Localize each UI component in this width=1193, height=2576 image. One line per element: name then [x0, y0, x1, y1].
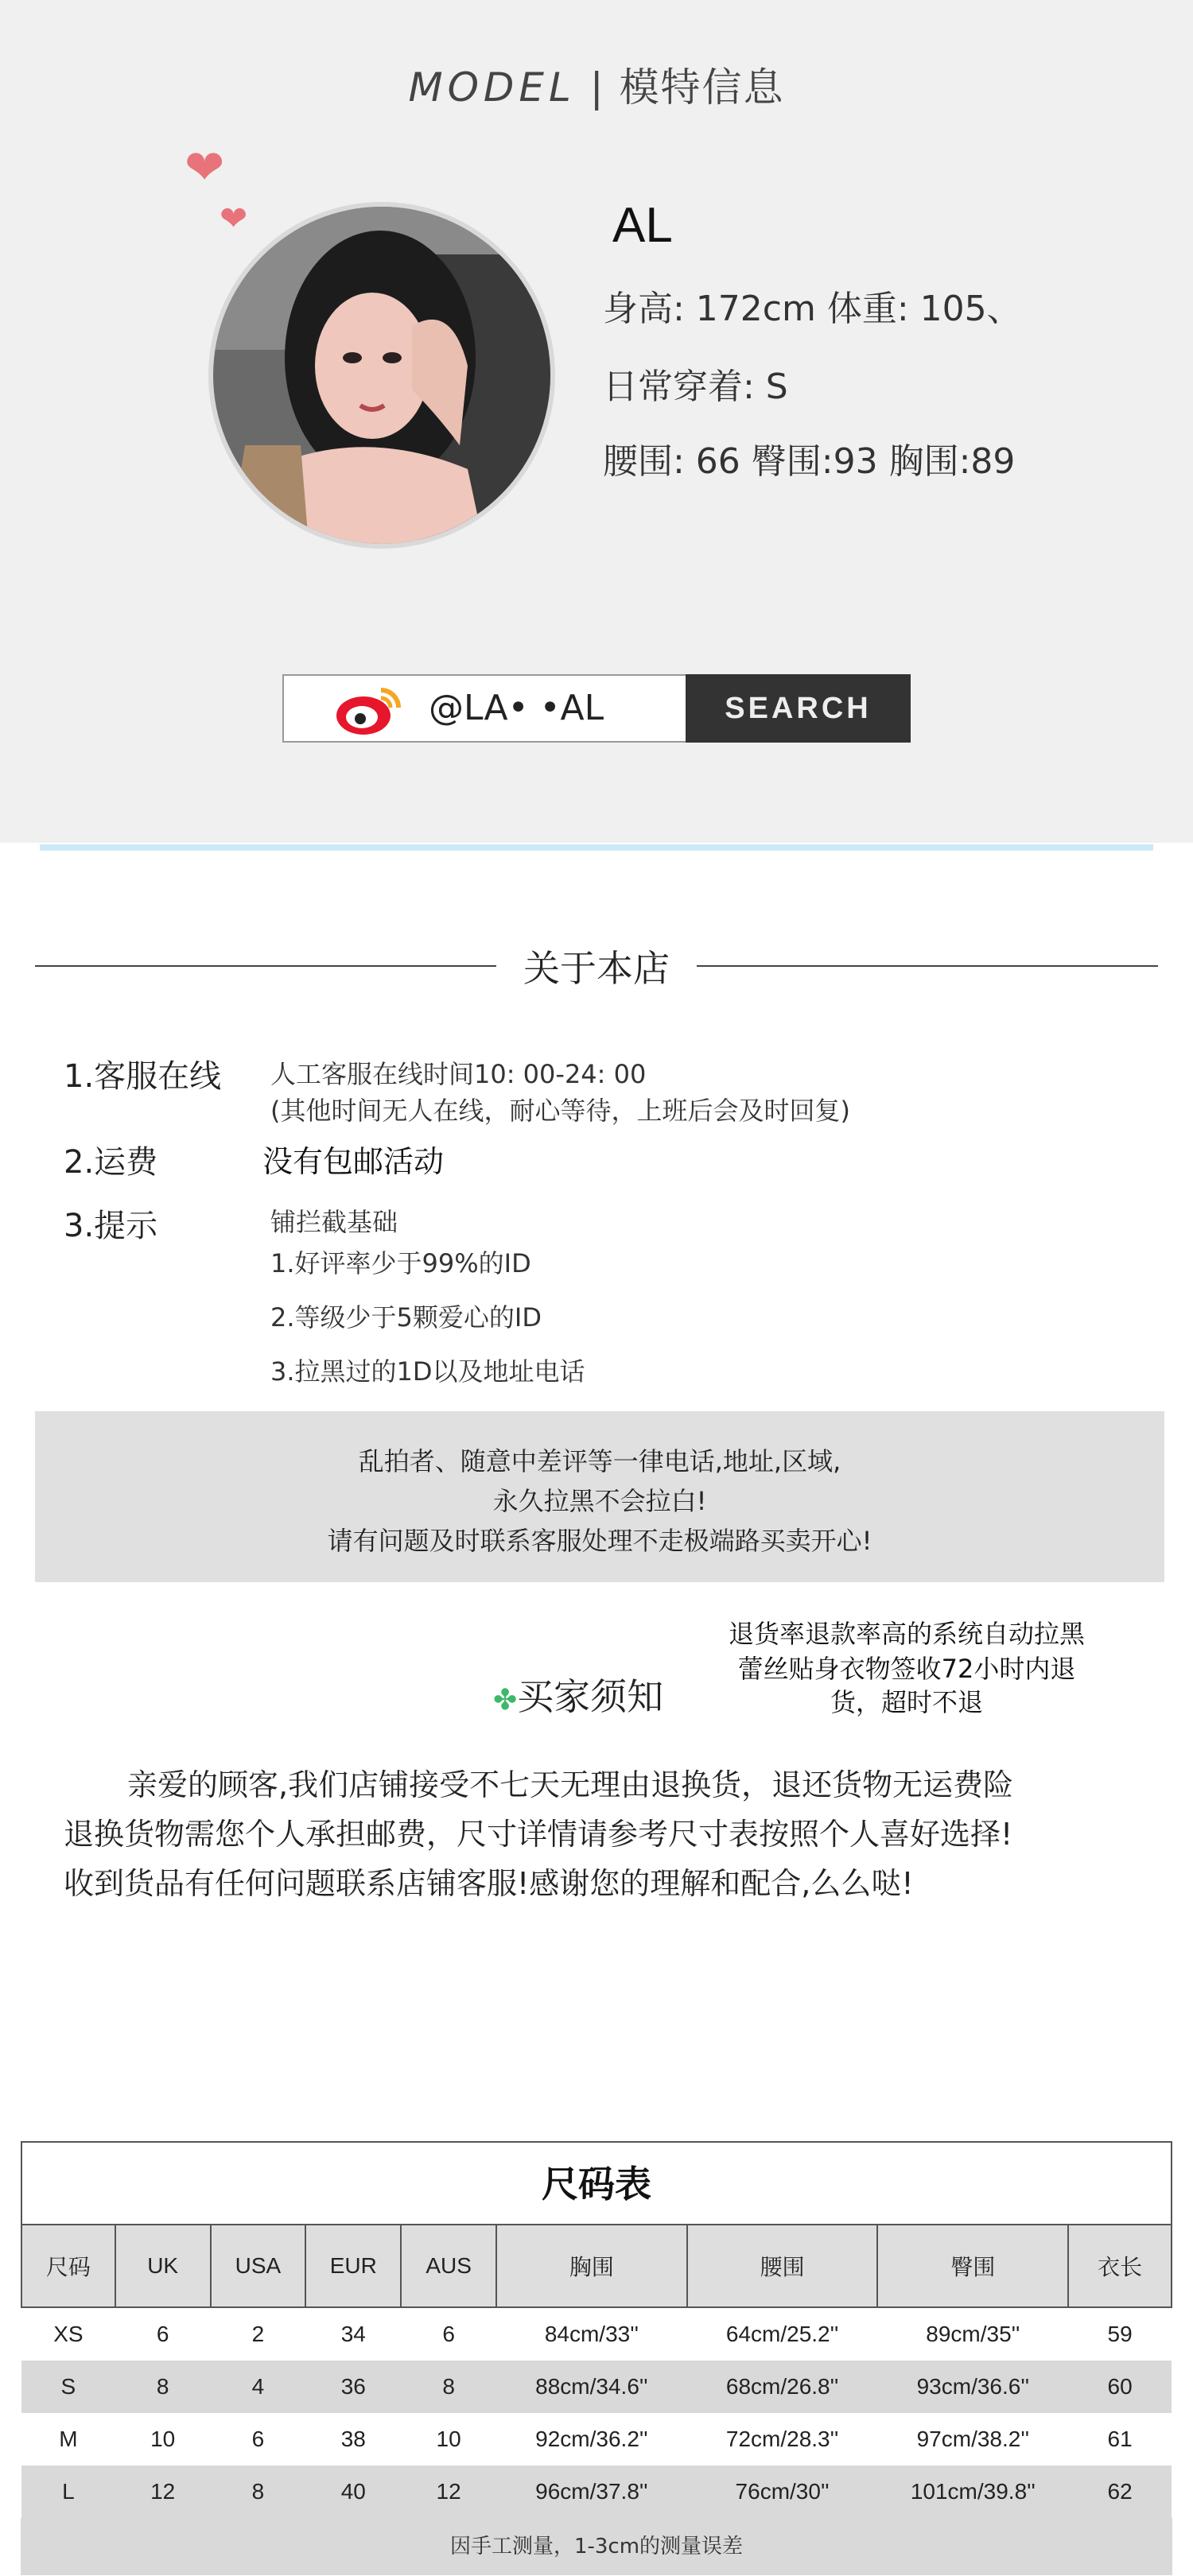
tip-line: 3.拉黑过的1D以及地址电话: [270, 1356, 585, 1387]
table-cell: 93cm/36.6'': [877, 2361, 1068, 2413]
heart-icon: ❤: [185, 140, 225, 196]
model-title-cn: 模特信息: [619, 64, 785, 111]
table-cell: 34: [340, 2322, 366, 2346]
size-table-grid: [21, 2224, 1172, 2518]
table-cell: 101cm/39.8'': [877, 2465, 1068, 2518]
weibo-icon: [333, 684, 405, 736]
header-cell: USA: [211, 2225, 306, 2307]
height-weight: 身高: 172cm 体重: 105、: [603, 289, 1022, 329]
table-cell: 84cm/33'': [544, 2322, 639, 2346]
daily-size: 日常穿着: S: [603, 367, 788, 407]
warning-line: 请有问题及时联系客服处理不走极端路买卖开心!: [327, 1526, 872, 1556]
about-key-shipping: 2.运费: [64, 1144, 158, 1181]
header-cell: AUS: [401, 2225, 496, 2307]
header-cell: 尺码: [21, 2225, 115, 2307]
divider: [40, 844, 1153, 851]
table-cell: 92cm/36.2'': [535, 2427, 648, 2451]
header-cell: 臀围: [877, 2225, 1068, 2307]
buyer-notice-title: [493, 1668, 663, 1721]
table-cell: 12: [401, 2465, 496, 2518]
warning-box: [35, 1411, 1164, 1582]
table-cell: 10: [150, 2427, 176, 2451]
shipping-note: 没有包邮活动: [262, 1144, 445, 1179]
table-cell: 76cm/30'': [687, 2465, 878, 2518]
model-title: [0, 56, 1193, 113]
body-measurements: 腰围: 66 臀围:93 胸围:89: [603, 441, 1016, 482]
table-cell: 6: [156, 2322, 169, 2346]
about-title: 关于本店: [523, 947, 670, 990]
return-notice-line: 蕾丝贴身衣物签收72小时内退: [737, 1654, 1076, 1684]
tip-line: 铺拦截基础: [270, 1207, 398, 1237]
table-cell: 96cm/37.8'': [496, 2465, 687, 2518]
table-row: [21, 2307, 1172, 2361]
size-table-title: 尺码表: [21, 2141, 1172, 2224]
tip-line: 1.好评率少于99%的ID: [270, 1248, 531, 1278]
header-cell: EUR: [305, 2225, 401, 2307]
search-button[interactable]: SEARCH: [686, 674, 911, 743]
table-cell: 6: [442, 2322, 455, 2346]
model-name: AL: [612, 198, 673, 253]
table-cell: 60: [1068, 2361, 1172, 2413]
table-cell: 2: [251, 2322, 265, 2346]
table-cell: L: [21, 2465, 115, 2518]
table-row: [21, 2361, 1172, 2413]
table-cell: 64cm/25.2'': [725, 2322, 839, 2346]
tip-line: 2.等级少于5颗爱心的ID: [270, 1302, 542, 1333]
size-table-header: [21, 2225, 1172, 2307]
divider: [35, 965, 496, 967]
header-cell: 胸围: [496, 2225, 687, 2307]
buyer-notice-text: 买家须知: [517, 1675, 664, 1718]
notice-paragraph-line: 收到货品有任何问题联系店铺客服!感谢您的理解和配合,么么哒!: [64, 1866, 914, 1901]
notice-paragraph-line: 亲爱的顾客,我们店铺接受不七天无理由退换货，退还货物无运费险: [127, 1767, 1014, 1802]
table-cell: 10: [436, 2427, 461, 2451]
size-table-note: 因手工测量，1-3cm的测量误差: [21, 2518, 1172, 2575]
warning-line: 乱拍者、随意中差评等一律电话,地址,区域,: [358, 1446, 841, 1476]
header-cell: UK: [115, 2225, 211, 2307]
table-cell: M: [59, 2427, 78, 2451]
table-cell: 62: [1068, 2465, 1172, 2518]
table-cell: 8: [401, 2361, 496, 2413]
about-key-tips: 3.提示: [64, 1208, 158, 1244]
notice-paragraph-line: 退换货物需您个人承担邮费，尺寸详情请参考尺寸表按照个人喜好选择!: [64, 1817, 1013, 1852]
table-cell: 59: [1107, 2322, 1133, 2346]
table-cell: 8: [115, 2361, 211, 2413]
size-table: [21, 2141, 1172, 2575]
model-title-en: MODEL: [408, 64, 576, 111]
table-cell: 40: [305, 2465, 401, 2518]
table-cell: 72cm/28.3'': [725, 2427, 839, 2451]
title-separator: |: [589, 64, 605, 111]
table-cell: 8: [211, 2465, 306, 2518]
table-row: [21, 2465, 1172, 2518]
table-cell: 12: [115, 2465, 211, 2518]
header-cell: 衣长: [1068, 2225, 1172, 2307]
warning-line: 永久拉黑不会拉白!: [492, 1486, 707, 1516]
table-cell: XS: [53, 2322, 84, 2346]
model-avatar: [208, 202, 555, 549]
service-hours: 人工客服在线时间10: 00-24: 00: [270, 1059, 647, 1089]
table-cell: 36: [305, 2361, 401, 2413]
service-note: (其他时间无人在线，耐心等待，上班后会及时回复): [270, 1096, 850, 1126]
table-cell: 88cm/34.6'': [496, 2361, 687, 2413]
table-cell: 6: [251, 2427, 265, 2451]
weibo-handle: @LA• •AL: [429, 688, 604, 728]
weibo-search-bar[interactable]: [282, 674, 911, 743]
divider: [697, 965, 1158, 967]
table-row: [21, 2413, 1172, 2465]
heart-icon: ❤: [220, 199, 248, 238]
return-notice-line: 货，超时不退: [830, 1687, 983, 1717]
clover-icon: ✤: [493, 1684, 518, 1717]
model-photo: [213, 207, 550, 544]
table-cell: 4: [211, 2361, 306, 2413]
table-cell: 97cm/38.2'': [916, 2427, 1030, 2451]
header-cell: 腰围: [687, 2225, 878, 2307]
table-cell: 61: [1107, 2427, 1133, 2451]
about-key-service: 1.客服在线: [64, 1058, 222, 1095]
return-notice-line: 退货率退款率高的系统自动拉黑: [728, 1619, 1085, 1649]
table-cell: 68cm/26.8'': [687, 2361, 878, 2413]
table-cell: S: [21, 2361, 115, 2413]
table-cell: 38: [340, 2427, 366, 2451]
table-cell: 89cm/35'': [926, 2322, 1020, 2346]
